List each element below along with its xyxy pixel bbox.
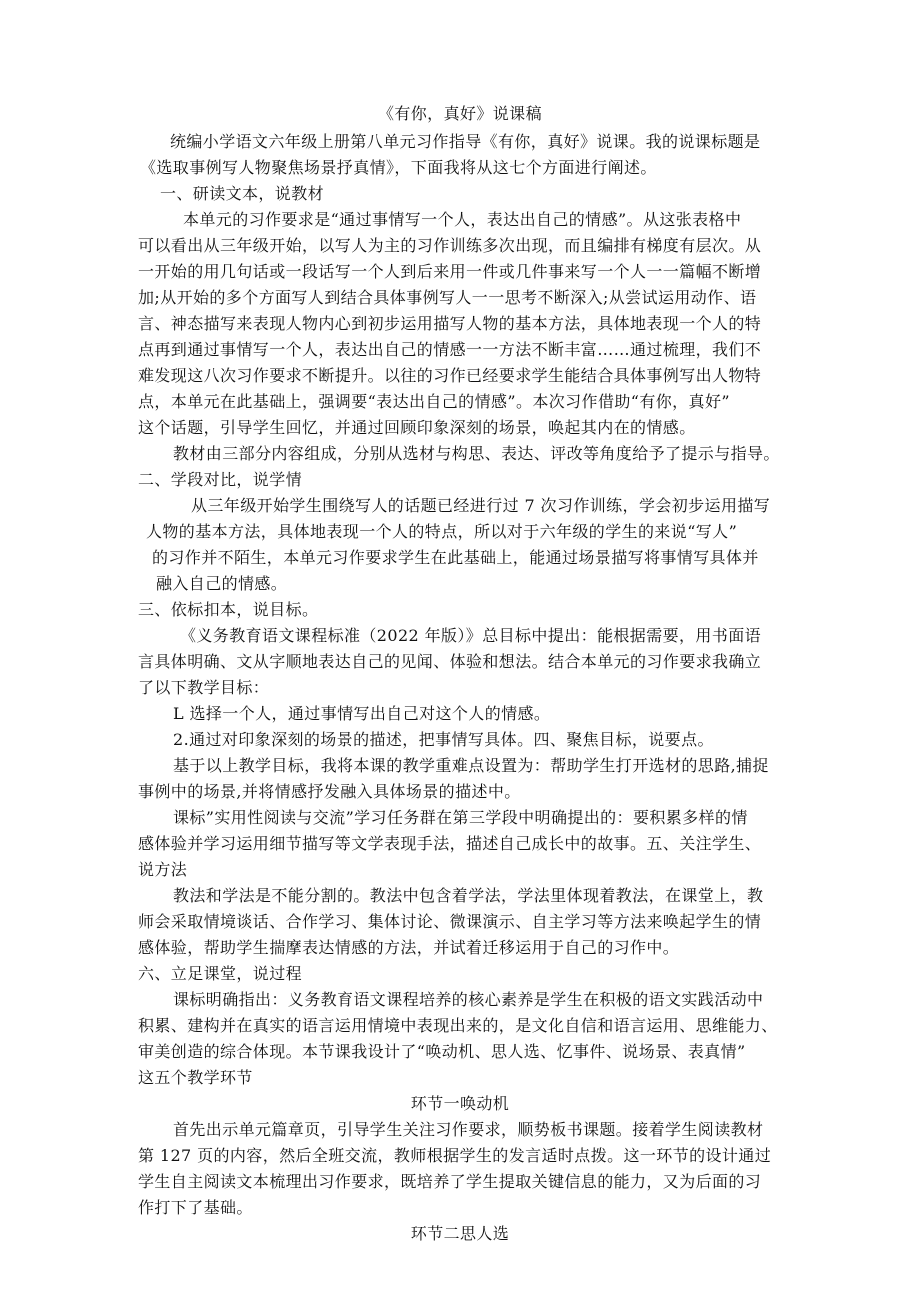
- section-1-para1-line-5: 言、神态描写来表现人物内心到初步运用描写人物的基本方法，具体地表现一个人的特: [138, 314, 762, 333]
- step-1-para-line-2: 第 127 页的内容，然后全班交流，教师根据学生的发言适时点拨。这一环节的设计通过: [138, 1146, 772, 1165]
- section-1-para1-line-6: 点再到通过事情写一个人，表达出自己的情感一一方法不断丰富……通过梳理，我们不: [138, 340, 762, 359]
- step-1-para-line-3: 学生自主阅读文本梳理出习作要求，既培养了学生提取关键信息的能力，又为后面的习: [138, 1172, 762, 1191]
- step-2-heading: 环节二思人选: [410, 1224, 510, 1243]
- section-3-para-line-3: 了以下教学目标：: [138, 678, 270, 697]
- section-3-heading: 三、依标扣本，说目标。: [138, 600, 319, 619]
- step-1-para-line-1: 首先出示单元篇章页，引导学生关注习作要求，顺势板书课题。接着学生阅读教材: [173, 1120, 764, 1139]
- method-para-line-2: 师会采取情境谈话、合作学习、集体讨论、微课演示、自主学习等方法来唤起学生的情: [138, 912, 762, 931]
- step-1-heading: 环节一唤动机: [410, 1094, 510, 1113]
- section-2-para-line-2: 人物的基本方法，具体地表现一个人的特点，所以对于六年级的学生的来说“写人”: [146, 522, 738, 541]
- step-1-para-line-4: 作打下了基础。: [138, 1198, 253, 1217]
- section-1-para1-line-8: 点，本单元在此基础上，强调要“表达出自己的情感”。本次习作借助“有你，真好”: [138, 392, 730, 411]
- standard-para-line-2: 感体验并学习运用细节描写等文学表现手法，描述自己成长中的故事。五、关注学生、: [138, 834, 762, 853]
- section-1-para1-line-3: 一开始的用几句话或一段话写一个人到后来用一件或几件事来写一个人一一篇幅不断增: [138, 262, 762, 281]
- section-1-para1-line-7: 难发现这八次习作要求不断提升。以往的习作已经要求学生能结合具体事例写出人物特: [138, 366, 762, 385]
- method-para-line-3: 感体验，帮助学生揣摩表达情感的方法，并试着迁移运用于自己的习作中。: [138, 938, 680, 957]
- section-3-para-line-2: 言具体明确、文从字顺地表达自己的见闻、体验和想法。结合本单元的习作要求我确立: [138, 652, 762, 671]
- focus-para-line-1: 基于以上教学目标，我将本课的教学重难点设置为：帮助学生打开选材的思路,捕捉: [173, 756, 769, 775]
- section-2-para-line-3: 的习作并不陌生，本单元习作要求学生在此基础上，能通过场景描写将事情写具体并: [152, 548, 759, 567]
- section-6-para-line-3: 审美创造的综合体现。本节课我设计了“唤动机、思人选、忆事件、说场景、表真情”: [138, 1042, 746, 1061]
- section-2-para-line-4: 融入自己的情感。: [156, 574, 288, 593]
- section-2-heading: 二、学段对比，说学情: [138, 470, 303, 489]
- standard-para-line-1: 课标”实用性阅读与交流”学习任务群在第三学段中明确提出的：要积累多样的情: [173, 808, 748, 827]
- section-1-para2: 教材由三部分内容组成，分别从选材与构思、表达、评改等角度给予了提示与指导。: [173, 444, 780, 463]
- focus-para-line-2: 事例中的场景,并将情感抒发融入具体场景的描述中。: [138, 782, 521, 801]
- section-1-para1-line-1: 本单元的习作要求是“通过事情写一个人，表达出自己的情感”。从这张表格中: [183, 210, 742, 229]
- intro-line-2: 《选取事例写人物聚焦场景抒真情》，下面我将从这七个方面进行阐述。: [140, 158, 657, 177]
- section-1-para1-line-4: 加;从开始的多个方面写人到结合具体事例写人一一思考不断深入;从尝试运用动作、语: [138, 288, 757, 307]
- document-title: 《有你，真好》说课稿: [377, 104, 542, 123]
- section-6-para-line-2: 积累、建构并在真实的语言运用情境中表现出来的，是文化自信和语言运用、思维能力、: [138, 1016, 778, 1035]
- section-6-para-line-4: 这五个教学环节: [138, 1068, 253, 1087]
- intro-line-1: 统编小学语文六年级上册第八单元习作指导《有你，真好》说课。我的说课标题是: [170, 132, 761, 151]
- section-1-heading: 一、研读文本，说教材: [160, 184, 325, 203]
- section-1-para1-line-2: 可以看出从三年级开始，以写人为主的习作训练多次出现，而且编排有梯度有层次。从: [138, 236, 762, 255]
- section-3-para-line-1: 《义务教育语文课程标准（2022 年版）》总目标中提出：能根据需要，用书面语: [180, 626, 762, 645]
- standard-para-line-3: 说方法: [138, 860, 188, 879]
- section-6-heading: 六、立足课堂，说过程: [138, 964, 303, 983]
- section-2-para-line-1: 从三年级开始学生围绕写人的话题已经进行过 7 次习作训练，学会初步运用描写: [191, 496, 771, 515]
- method-para-line-1: 教法和学法是不能分割的。教法中包含着学法，学法里体现着教法，在课堂上，教: [173, 886, 764, 905]
- goal-1: L 选择一个人，通过事情写出自己对这个人的情感。: [173, 704, 551, 723]
- goal-2: 2.通过对印象深刻的场景的描述，把事情写具体。四、聚焦目标，说要点。: [173, 730, 714, 749]
- section-1-para1-line-9: 这个话题，引导学生回忆，并通过回顾印象深刻的场景，唤起其内在的情感。: [138, 418, 696, 437]
- section-6-para-line-1: 课标明确指出：义务教育语文课程培养的核心素养是学生在积极的语文实践活动中: [173, 990, 764, 1009]
